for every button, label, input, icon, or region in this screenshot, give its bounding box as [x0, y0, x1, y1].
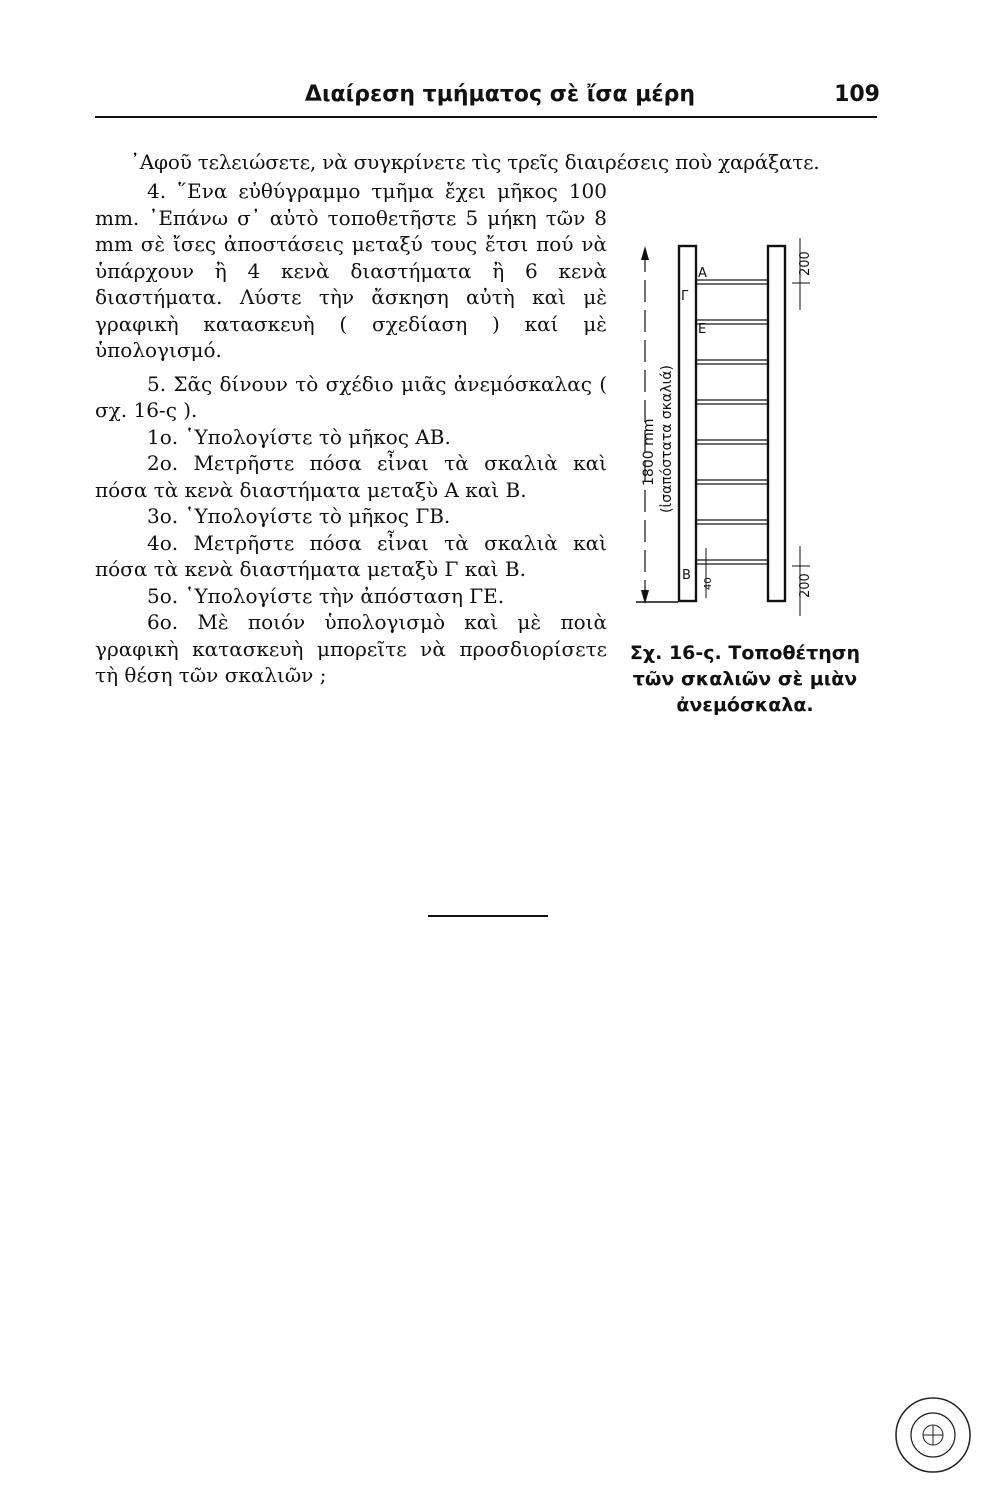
point-b-label: Β [682, 568, 691, 583]
step-label: 40 [703, 577, 714, 590]
exercise-5: 5. Σᾶς δίνουν τὸ σχέδιο μιᾶς ἀνεμόσκαλας ( σχ. 16-ς ). [95, 371, 607, 422]
rung [696, 560, 768, 564]
ladder-drawing [618, 228, 848, 623]
exercise-5-item-1: 1ο. ῾Υπολογίστε τὸ μῆκος ΑΒ. [147, 424, 451, 449]
intro-line: ᾿Αφοῦ τελειώσετε, νὰ συγκρίνετε τὶς τρεῖς διαιρέσεις ποὺ χαράξατε. [130, 150, 820, 174]
bottom-offset-label: 200 [798, 573, 813, 598]
exercise-5-item-3: 3ο. ῾Υπολογίστε τὸ μῆκος ΓΒ. [147, 504, 451, 528]
top-offset-label: 200 [798, 251, 813, 276]
point-a-label: Α [698, 266, 707, 281]
rung [696, 400, 768, 404]
ladder-figure [618, 228, 848, 623]
exercise-5-item-2: 2ο. Μετρῆστε πόσα εἶναι τὰ σκαλιὰ καὶ πόσα τὰ κενὰ διαστήματα μεταξὺ Α καὶ Β. [95, 451, 607, 502]
point-g-label: Γ [681, 289, 689, 304]
ladder-right-rail [768, 246, 785, 601]
equal-spacing-label: (ἰσαπόστατα σκαλιά) [659, 365, 675, 513]
rung [696, 440, 768, 444]
exercise-4: 4. ῞Ενα εὐθύγραμμο τμῆμα ἔχει μῆκος 100 mm. ᾿Επάνω σ᾿ αὐτὸ τοποθετῆστε 5 μήκη τῶν 8 mm σὲ ἴσες ἀποστάσεις μεταξύ τους ἔτσι πού νὰ ὑπάρχουν ἢ 4 κενὰ διαστήματα ἢ 6 κενὰ διαστήματα. Λύστε τὴν ἄσκηση αὐτὴ καὶ μὲ γραφικὴ κατασκευὴ ( σχεδίαση ) καί μὲ ὑπολογισμό. [95, 179, 607, 362]
rung [696, 360, 768, 364]
rung [696, 320, 768, 324]
figure-caption: Σχ. 16-ς. Τοποθέτηση τῶν σκαλιῶν σὲ μιὰν ἀνεμόσκαλα. [629, 642, 861, 716]
ladder-rungs [696, 280, 768, 564]
total-length-label: 1800 mm [641, 418, 657, 486]
exercise-5-item-4: 4ο. Μετρῆστε πόσα εἶναι τὰ σκαλιὰ καὶ πόσα τὰ κενὰ διαστήματα μεταξὺ Γ καὶ Β. [95, 530, 607, 581]
arrow-up-icon [641, 246, 649, 260]
exercise-5-item-5: 5ο. ῾Υπολογίστε τὴν ἀπόσταση ΓΕ. [147, 583, 505, 608]
header-rule [95, 116, 877, 118]
point-e-label: Ε [698, 322, 707, 337]
running-header: Διαίρεση τμήματος σὲ ἴσα μέρη [304, 82, 696, 107]
exercise-5-item-6: 6ο. Μὲ ποιόν ὑπολογισμὸ καὶ μὲ ποιὰ γραφικὴ κατασκευὴ μπορεῖτε νὰ προσδιορίσετε τὴ θέση τῶν σκαλιῶν ; [95, 610, 607, 687]
page-number: 109 [834, 82, 880, 107]
rung [696, 480, 768, 484]
foundation-seal-icon [893, 1395, 973, 1475]
rung [696, 520, 768, 524]
end-rule [428, 915, 548, 917]
text-column [95, 178, 607, 689]
